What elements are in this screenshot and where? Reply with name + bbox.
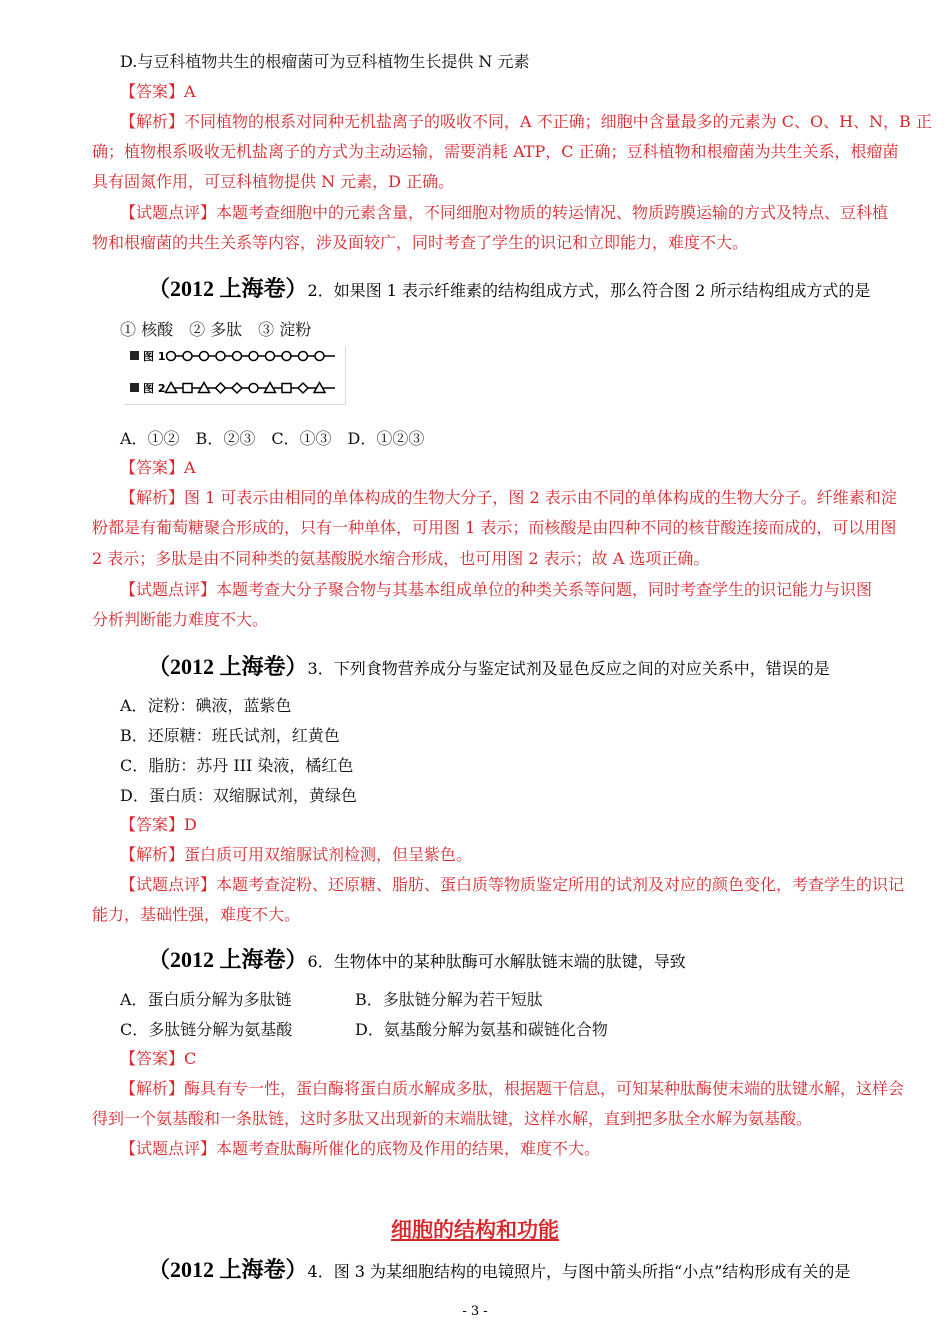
monomer-square [183,384,192,393]
q3-source-tag: （2012 上海卷） [148,654,308,679]
q1-analysis-line-3: 具有固氮作用，可豆科植物提供 N 元素，D 正确。 [92,172,455,191]
q6-option-a: A．蛋白质分解为多肽链 [120,990,292,1009]
figure-2-marker-icon [130,383,139,392]
q4-heading [148,1253,850,1284]
q4-source-tag: （2012 上海卷） [148,1257,308,1282]
q6-option-c: C．多肽链分解为氨基酸 [120,1020,293,1039]
figure-2-chain [166,383,336,394]
q4-stem: 4．图 3 为某细胞结构的电镜照片，与图中箭头所指“小点”结构形成有关的是 [307,1262,851,1281]
monomer-circle [315,352,324,361]
q6-option-d: D．氨基酸分解为氨基和碳链化合物 [355,1020,608,1039]
q2-answer: 【答案】A [120,458,196,477]
figure-1-marker-icon [130,351,139,360]
monomer-circle [167,352,176,361]
q2-items: ① 核酸 ② 多肽 ③ 淀粉 [120,320,312,339]
q3-answer: 【答案】D [120,815,197,834]
monomer-circle [282,352,291,361]
q1-analysis-line-1: 【解析】不同植物的根系对同种无机盐离子的吸收不同，A 不正确；细胞中含量最多的元素为 C、O、H、N，B 正 [120,112,932,131]
monomer-diamond [298,383,308,393]
figure-2-label: 图 2 [143,382,166,395]
q2-options: A．①② B．②③ C．①③ D．①②③ [120,429,425,448]
q1-comment-line-2: 物和根瘤菌的共生关系等内容，涉及面较广，同时考查了学生的识记和立即能力，难度不大。 [92,233,749,252]
monomer-circle [233,352,242,361]
monomer-circle [266,352,275,361]
q1-option-d: D.与豆科植物共生的根瘤菌可为豆科植物生长提供 N 元素 [120,52,530,71]
q2-stem: 2．如果图 1 表示纤维素的结构组成方式，那么符合图 2 所示结构组成方式的是 [307,281,871,300]
monomer-circle [216,352,225,361]
q2-analysis-line-1: 【解析】图 1 可表示由相同的单体构成的生物大分子，图 2 表示由不同的单体构成的生物大分子。纤维素和淀 [120,488,897,507]
monomer-diamond [232,383,242,393]
q1-answer: 【答案】A [120,82,196,101]
section-title: 细胞的结构和功能 [391,1217,559,1242]
chain-diagram [125,346,345,404]
q3-option-c: C．脂肪：苏丹 III 染液，橘红色 [120,756,354,775]
q6-option-b: B．多肽链分解为若干短肽 [355,990,543,1009]
q3-analysis: 【解析】蛋白质可用双缩脲试剂检测，但呈紫色。 [120,845,473,864]
q2-source-tag: （2012 上海卷） [148,276,308,301]
q2-heading [148,272,870,303]
q3-comment-line-1: 【试题点评】本题考查淀粉、还原糖、脂肪、蛋白质等物质鉴定所用的试剂及对应的颜色变化，考查学生的识记 [120,875,905,894]
q1-analysis-line-2: 确；植物根系吸收无机盐离子的方式为主动运输，需要消耗 ATP，C 正确；豆科植物和根瘤菌为共生关系，根瘤菌 [92,142,899,161]
page-number: - 3 - [462,1304,488,1319]
q2-comment-line-1: 【试题点评】本题考查大分子聚合物与其基本组成单位的种类关系等问题，同时考查学生的识记能力与识图 [120,580,873,599]
q3-option-d: D．蛋白质：双缩脲试剂，黄绿色 [120,786,357,805]
q2-figure [125,346,346,405]
q6-heading [148,943,686,974]
q6-answer: 【答案】C [120,1049,197,1068]
q2-comment-line-2: 分析判断能力难度不大。 [92,610,269,629]
q3-option-b: B．还原糖：班氏试剂，红黄色 [120,726,340,745]
q6-comment: 【试题点评】本题考查肽酶所催化的底物及作用的结果，难度不大。 [120,1139,601,1158]
q3-option-a: A．淀粉：碘液，蓝紫色 [120,696,292,715]
q3-heading [148,650,830,681]
figure-1-label: 图 1 [143,350,166,363]
monomer-circle [249,384,258,393]
q6-analysis-line-1: 【解析】酶具有专一性，蛋白酶将蛋白质水解成多肽，根据题干信息，可知某种肽酶使末端的肽键水解，这样会 [120,1079,905,1098]
monomer-circle [200,352,209,361]
q6-source-tag: （2012 上海卷） [148,947,308,972]
q2-analysis-line-2: 粉都是有葡萄糖聚合形成的，只有一种单体，可用图 1 表示；而核酸是由四种不同的核苷酸连接而成的，可以用图 [92,518,897,537]
q6-stem: 6．生物体中的某种肽酶可水解肽链末端的肽键，导致 [307,952,686,971]
monomer-circle [249,352,258,361]
q1-comment-line-1: 【试题点评】本题考查细胞中的元素含量，不同细胞对物质的转运情况、物质跨膜运输的方式及特点、豆科植 [120,203,889,222]
monomer-square [282,384,291,393]
q2-analysis-line-3: 2 表示；多肽是由不同种类的氨基酸脱水缩合形成，也可用图 2 表示；故 A 选项正确。 [92,549,710,568]
monomer-circle [299,352,308,361]
q6-analysis-line-2: 得到一个氨基酸和一条肽链，这时多肽又出现新的末端肽键，这样水解，直到把多肽全水解为氨基酸。 [92,1109,813,1128]
q3-stem: 3．下列食物营养成分与鉴定试剂及显色反应之间的对应关系中，错误的是 [307,659,830,678]
monomer-circle [183,352,192,361]
q3-comment-line-2: 能力，基础性强，难度不大。 [92,905,301,924]
figure-1-chain [167,352,336,361]
monomer-diamond [216,383,226,393]
